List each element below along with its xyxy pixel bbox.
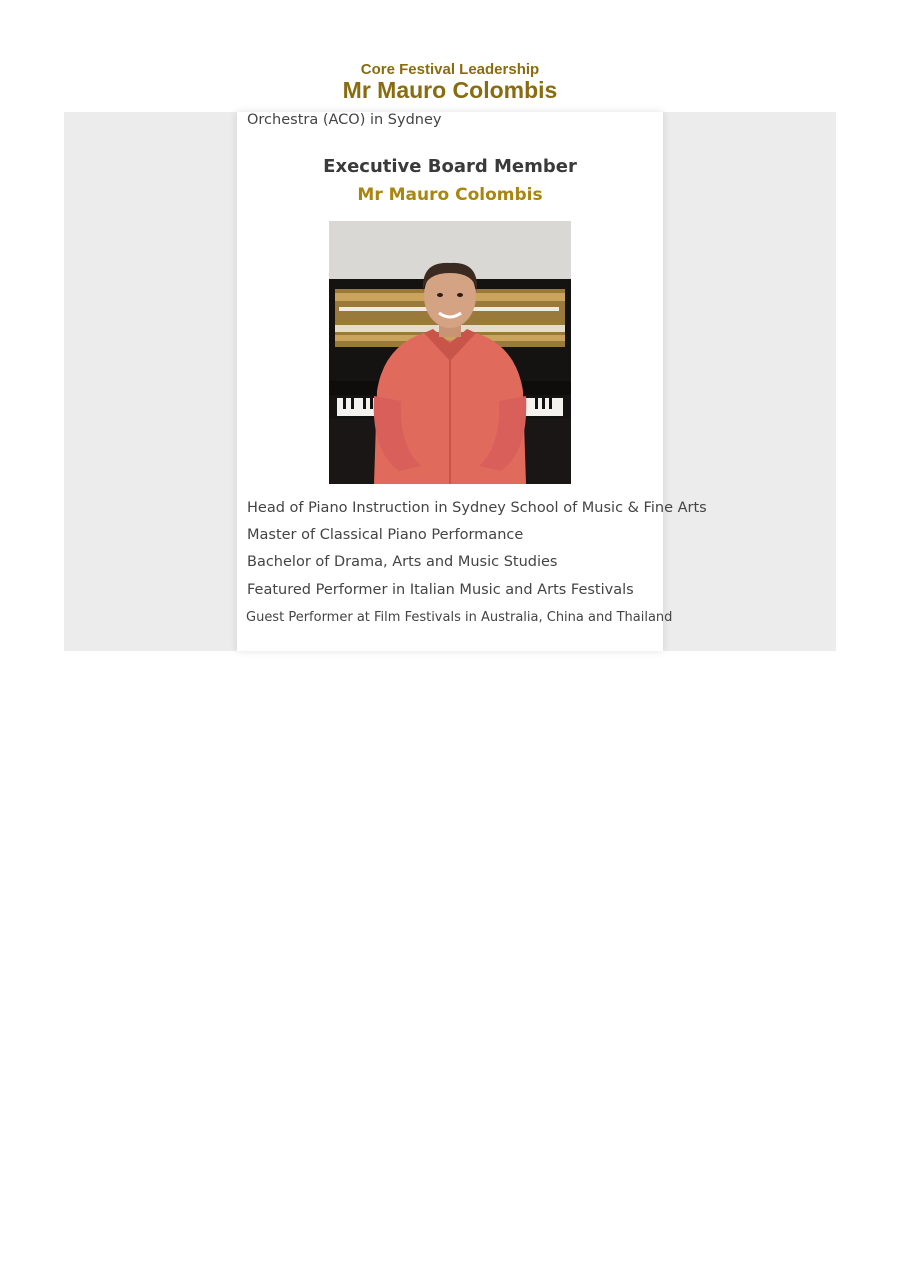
page-header [0,60,900,101]
bio-continuation: Orchestra (ACO) in Sydney [247,112,442,128]
credential-item: Master of Classical Piano Performance [247,527,524,543]
pianist-photo-illustration [329,221,571,484]
profile-photo [329,221,571,484]
role-title: Executive Board Member [323,156,577,177]
profile-card [237,112,707,651]
credential-item: Featured Performer in Italian Music and Arts Festivals [247,582,634,598]
person-name: Mr Mauro Colombis [357,185,543,205]
credential-item: Guest Performer at Film Festivals in Australia, China and Thailand [246,610,673,625]
header-name: Mr Mauro Colombis [342,77,558,103]
header-kicker: Core Festival Leadership [360,61,540,78]
credential-item: Bachelor of Drama, Arts and Music Studies [247,554,558,570]
credential-item: Head of Piano Instruction in Sydney School of Music & Fine Arts [247,500,707,516]
